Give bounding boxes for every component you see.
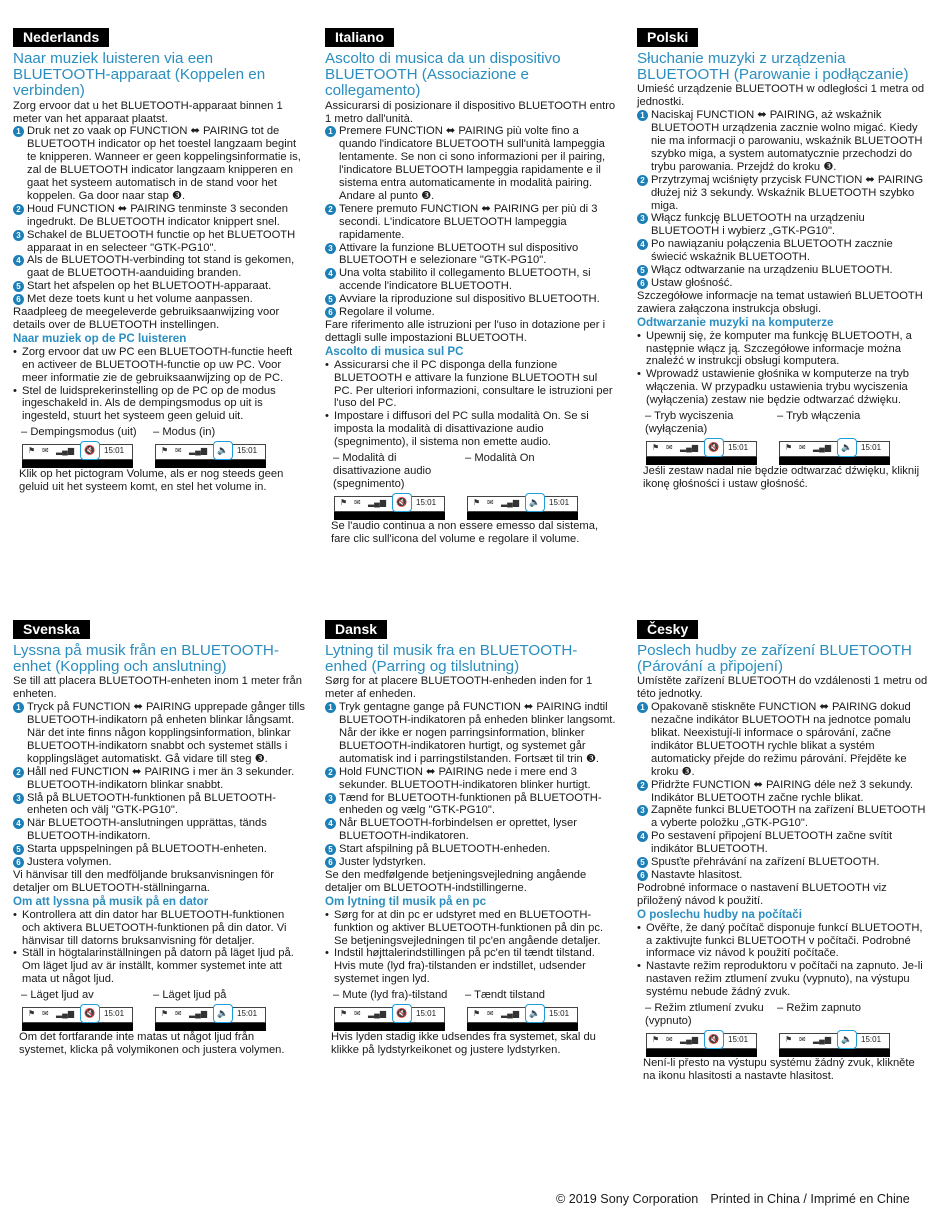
taskbar-base	[467, 1023, 578, 1031]
step-text: Schakel de BLUETOOTH functie op het BLUETOOTH apparaat in en selecteer "GTK-PG10".	[27, 228, 296, 254]
step-text: Regolare il volume.	[339, 306, 435, 319]
step-text: Håll ned FUNCTION ⬌ PAIRING i mer än 3 sekunder. BLUETOOTH-indikatorn blinkar snabbt.	[27, 765, 295, 791]
flag-icon: ⚑	[28, 1009, 36, 1019]
mode-labels	[13, 989, 305, 1002]
mail-icon: ✉	[666, 1034, 673, 1044]
mode-labels	[637, 410, 929, 436]
taskbar-tray-off	[646, 438, 757, 465]
step-text: Una volta stabilito il collegamento BLUETOOTH, si accende l'indicatore BLUETOOTH.	[339, 267, 591, 293]
clock-label: 15:01	[237, 1009, 258, 1019]
language-tag: Italiano	[325, 28, 394, 47]
step-text: Naciskaj FUNCTION ⬌ PAIRING, aż wskaźnik BLUETOOTH urządzenia zacznie wolno migać. Kiedy nie ma informacji o parowaniu, wskaźnik BLUETOOTH szybko miga, a system automatycznie przechodzi do trybu parowania. Przejdź do kroku ❸.	[651, 109, 923, 173]
step-item	[325, 125, 617, 202]
mode-on-label: – Modus (in)	[153, 426, 216, 439]
tray-illustrations	[13, 441, 305, 468]
intro-text: Se till att placera BLUETOOTH-enheten inom 1 meter från enheten.	[13, 675, 302, 701]
step-number-icon: 3	[13, 793, 24, 804]
volume-on-icon[interactable]: 🔈	[525, 493, 545, 512]
bullet-item: • Impostare i diffusori del PC sulla modalità On. Se si imposta la modalità di disattivazione audio (spegnimento), il sistema non emette audio.	[325, 410, 617, 449]
tray-illustrations	[13, 1004, 305, 1031]
step-item	[637, 856, 929, 869]
mail-icon: ✉	[175, 446, 182, 456]
signal-icon: ▂▄▆	[56, 446, 74, 456]
step-item	[13, 203, 305, 229]
mode-labels	[637, 1002, 929, 1028]
clock-label: 15:01	[237, 446, 258, 456]
flag-icon: ⚑	[28, 446, 36, 456]
mode-on-label: – Tændt tilstand	[465, 989, 546, 1002]
step-item	[637, 869, 929, 882]
mode-off-label: – Režim ztlumení zvuku (vypnuto)	[645, 1002, 764, 1027]
language-tag: Česky	[637, 620, 698, 639]
bullet-item: • Ověřte, že daný počítač disponuje funkcí BLUETOOTH, a zaktivujte funkci BLUETOOTH v počítači. Podrobné informace viz návod k použití počítače.	[637, 922, 929, 961]
volume-muted-icon[interactable]: 🔇	[80, 1004, 100, 1023]
taskbar-base	[155, 460, 266, 468]
step-item	[325, 293, 617, 306]
step-text: Als de BLUETOOTH-verbinding tot stand is gekomen, gaat de BLUETOOTH-aanduiding branden.	[27, 254, 295, 280]
taskbar-tray-on	[467, 493, 578, 520]
step-item	[637, 277, 929, 290]
step-text: Zapněte funkci BLUETOOTH na zařízení BLUETOOTH a vyberte položku „GTK-PG10".	[651, 804, 926, 830]
bullet-item: • Indstil højttalerindstillingen på pc'en til tændt tilstand. Hvis mute (lyd fra)-tilstanden er indstillet, udsender systemet ingen lyd.	[325, 947, 617, 986]
taskbar-base	[467, 512, 578, 520]
pc-subtitle: Odtwarzanie muzyki na komputerze	[637, 315, 834, 329]
after-text: Om det fortfarande inte matas ut något ljud från systemet, klicka på volymikonen och justera volymen.	[19, 1031, 285, 1056]
step-item	[13, 843, 305, 856]
step-text: Tenere premuto FUNCTION ⬌ PAIRING per più di 3 secondi. L'indicatore BLUETOOTH lampeggia rapidamente.	[339, 202, 598, 241]
step-text: Nastavte hlasitost.	[651, 869, 743, 881]
section-title: Ascolto di musica da un dispositivo BLUETOOTH (Associazione e collegamento)	[325, 50, 561, 100]
after-text: Jeśli zestaw nadal nie będzie odtwarzać dźwięku, kliknij ikonę głośności i ustaw głośność.	[643, 464, 920, 490]
section-title: Poslech hudby ze zařízení BLUETOOTH (Párování a připojení)	[637, 642, 912, 676]
flag-icon: ⚑	[785, 1034, 793, 1044]
step-text: Tænd for BLUETOOTH-funktionen på BLUETOOTH-enheden og vælg "GTK-PG10".	[339, 791, 602, 817]
taskbar-base	[779, 457, 890, 465]
taskbar-tray-off	[22, 441, 133, 468]
mode-off-label: – Läget ljud av	[21, 989, 94, 1002]
step-item	[637, 701, 929, 778]
step-text: Přidržte FUNCTION ⬌ PAIRING déle než 3 sekundy. Indikátor BLUETOOTH začne rychle blikat.	[651, 778, 913, 804]
signal-icon: ▂▄▆	[813, 442, 831, 452]
bullet-item: • Stel de luidsprekerinstelling op de PC op de modus ingeschakeld in. Als de dempingsmodus op uit is ingesteld, stuurt het systeem geen geluid uit.	[13, 385, 305, 424]
step-number-icon: 2	[325, 767, 336, 778]
step-item	[13, 766, 305, 792]
step-number-icon: 3	[325, 243, 336, 254]
step-number-icon: 6	[637, 870, 648, 881]
flag-icon: ⚑	[161, 446, 169, 456]
step-number-icon: 5	[13, 281, 24, 292]
step-item	[13, 701, 305, 766]
language-tag: Dansk	[325, 620, 387, 639]
step-number-icon: 1	[13, 702, 24, 713]
intro-text: Zorg ervoor dat u het BLUETOOTH-apparaat binnen 1 meter van het apparaat plaatst.	[13, 99, 283, 125]
step-item	[637, 804, 929, 830]
clock-label: 15:01	[549, 1009, 570, 1019]
mode-on-label: – Tryb włączenia	[777, 410, 861, 423]
step-text: Hold FUNCTION ⬌ PAIRING nede i mere end 3 sekunder. BLUETOOTH-indikatoren blinker hurtigt.	[339, 765, 591, 791]
pc-subtitle: Ascolto di musica sul PC	[325, 344, 464, 358]
section-title: Lytning til musik fra en BLUETOOTH-enhed (Parring og tilslutning)	[325, 642, 578, 676]
volume-on-icon[interactable]: 🔈	[213, 1004, 233, 1023]
signal-icon: ▂▄▆	[56, 1009, 74, 1019]
step-item	[13, 817, 305, 843]
clock-label: 15:01	[861, 442, 882, 452]
taskbar-tray-on	[155, 441, 266, 468]
taskbar-tray-off	[22, 1004, 133, 1031]
language-tag: Svenska	[13, 620, 90, 639]
step-number-icon: 4	[325, 268, 336, 279]
step-item	[325, 701, 617, 766]
taskbar-base	[779, 1049, 890, 1057]
volume-muted-icon[interactable]: 🔇	[392, 1004, 412, 1023]
step-number-icon: 6	[325, 307, 336, 318]
step-text: Houd FUNCTION ⬌ PAIRING tenminste 3 seconden ingedrukt. De BLUETOOTH indicator knippert snel.	[27, 202, 288, 228]
volume-on-icon[interactable]: 🔈	[213, 441, 233, 460]
step-item	[637, 212, 929, 238]
taskbar-tray-off	[646, 1030, 757, 1057]
step-text: När BLUETOOTH-anslutningen upprättas, tänds BLUETOOTH-indikatorn.	[27, 817, 267, 843]
mode-labels	[325, 452, 617, 491]
pc-subtitle: Om att lyssna på musik på en dator	[13, 894, 209, 908]
bullet-item: • Sørg for at din pc er udstyret med en BLUETOOTH-funktion og aktiver BLUETOOTH-funktionen på din pc. Se betjeningsvejledningen til pc'en angående detaljer.	[325, 909, 617, 948]
signal-icon: ▂▄▆	[501, 497, 519, 507]
section-2	[637, 28, 929, 491]
step-text: Met deze toets kunt u het volume aanpassen.	[27, 293, 253, 306]
step-item	[325, 203, 617, 242]
tray-illustrations	[637, 438, 929, 465]
taskbar-tray-off	[334, 493, 445, 520]
step-text: Justera volymen.	[27, 856, 112, 869]
step-item	[13, 856, 305, 869]
step-text: Po sestavení připojení BLUETOOTH začne svítit indikátor BLUETOOTH.	[651, 830, 893, 856]
section-4	[325, 620, 617, 1057]
step-item	[13, 293, 305, 306]
mode-labels	[13, 426, 305, 439]
bullet-item: • Wprowadź ustawienie głośnika w komputerze na tryb włączenia. W przypadku ustawienia trybu wyciszenia (wyłączenia) zestaw nie będzie odtwarzać dźwięku.	[637, 368, 929, 407]
taskbar-base	[334, 512, 445, 520]
signal-icon: ▂▄▆	[189, 446, 207, 456]
volume-muted-icon[interactable]: 🔇	[392, 493, 412, 512]
taskbar-tray-on	[779, 1030, 890, 1057]
bullet-item: • Nastavte režim reproduktoru v počítači na zapnuto. Je-li nastaven režim ztlumení zvuku (vypnuto), na výstupu systému nebude žádný zvuk.	[637, 960, 929, 999]
flag-icon: ⚑	[473, 1009, 481, 1019]
section-title: Naar muziek luisteren via een BLUETOOTH-apparaat (Koppelen en verbinden)	[13, 50, 266, 100]
section-0	[13, 28, 305, 494]
mode-on-label: – Läget ljud på	[153, 989, 227, 1002]
bullet-item: • Assicurarsi che il PC disponga della funzione BLUETOOTH e attivare la funzione BLUETOOTH sul PC. Per ulteriori informazioni, consultare le istruzioni per l'uso del PC.	[325, 359, 617, 411]
step-number-icon: 5	[13, 844, 24, 855]
clock-label: 15:01	[104, 1009, 125, 1019]
flag-icon: ⚑	[161, 1009, 169, 1019]
step-text: Włącz funkcję BLUETOOTH na urządzeniu BLUETOOTH i wybierz „GTK-PG10".	[651, 212, 865, 238]
step-item	[325, 242, 617, 268]
step-item	[637, 830, 929, 856]
step-number-icon: 6	[325, 857, 336, 868]
note-text: Se den medfølgende betjeningsvejledning angående detaljer om BLUETOOTH-indstillingerne.	[325, 869, 587, 894]
step-item	[637, 109, 929, 174]
step-number-icon: 6	[637, 278, 648, 289]
mode-off-label: – Modalità di disattivazione audio (spegnimento)	[333, 452, 432, 490]
clock-label: 15:01	[104, 446, 125, 456]
signal-icon: ▂▄▆	[368, 1009, 386, 1019]
tray-illustrations	[325, 1004, 617, 1031]
step-item	[325, 792, 617, 818]
flag-icon: ⚑	[785, 442, 793, 452]
tray-illustrations	[637, 1030, 929, 1057]
mail-icon: ✉	[42, 1009, 49, 1019]
after-text: Hvis lyden stadig ikke udsendes fra systemet, skal du klikke på lydstyrkeikonet og justere lydstyrken.	[331, 1031, 596, 1056]
step-number-icon: 4	[637, 239, 648, 250]
volume-muted-icon[interactable]: 🔇	[80, 441, 100, 460]
step-text: Druk net zo vaak op FUNCTION ⬌ PAIRING tot de BLUETOOTH indicator op het toestel langzaam begint te knipperen. Wanneer er geen koppelingsinformatie is, zal de BLUETOOTH indicator langzaam knipperen en gaat het systeem automatisch in de stand voor het koppelen. Ga door naar stap ❸.	[27, 125, 301, 202]
language-tag: Nederlands	[13, 28, 109, 47]
step-number-icon: 4	[13, 818, 24, 829]
bullet-item: • Ställ in högtalarinställningen på datorn på läget ljud på. Om läget ljud av är inställt, kommer systemet inte att mata ut något ljud.	[13, 947, 305, 986]
intro-text: Sørg for at placere BLUETOOTH-enheden inden for 1 meter af enheden.	[325, 675, 593, 701]
mode-off-label: – Tryb wyciszenia (wyłączenia)	[645, 410, 734, 435]
step-number-icon: 4	[325, 818, 336, 829]
step-item	[13, 792, 305, 818]
taskbar-tray-on	[779, 438, 890, 465]
language-tag: Polski	[637, 28, 698, 47]
step-text: Avviare la riproduzione sul dispositivo BLUETOOTH.	[339, 293, 600, 306]
step-number-icon: 1	[637, 110, 648, 121]
mode-labels	[325, 989, 617, 1002]
step-text: Attivare la funzione BLUETOOTH sul dispositivo BLUETOOTH e selezionare "GTK-PG10".	[339, 241, 579, 267]
note-text: Fare riferimento alle istruzioni per l'uso in dotazione per i dettagli sulle impostazioni BLUETOOTH.	[325, 319, 606, 344]
step-number-icon: 2	[637, 780, 648, 791]
step-number-icon: 6	[13, 857, 24, 868]
mail-icon: ✉	[42, 446, 49, 456]
note-text: Szczegółowe informacje na temat ustawień BLUETOOTH zawiera załączona instrukcja obsługi.	[637, 289, 923, 315]
pc-subtitle: O poslechu hudby na počítači	[637, 907, 802, 921]
step-item	[13, 280, 305, 293]
note-text: Raadpleeg de meegeleverde gebruiksaanwijzing voor details over de BLUETOOTH instellingen.	[13, 306, 280, 332]
section-5	[637, 620, 929, 1083]
mode-on-label: – Režim zapnuto	[777, 1002, 861, 1015]
printed-in: Printed in China / Imprimé en Chine	[710, 1192, 910, 1206]
step-item	[637, 238, 929, 264]
step-item	[13, 229, 305, 255]
step-text: Ustaw głośność.	[651, 277, 733, 289]
flag-icon: ⚑	[652, 1034, 660, 1044]
step-item	[325, 267, 617, 293]
pc-subtitle: Om lytning til musik på en pc	[325, 894, 487, 908]
taskbar-base	[22, 1023, 133, 1031]
clock-label: 15:01	[416, 497, 437, 507]
step-number-icon: 5	[637, 857, 648, 868]
section-3	[13, 620, 305, 1057]
step-text: Po nawiązaniu połączenia BLUETOOTH zacznie świecić wskaźnik BLUETOOTH.	[651, 238, 893, 264]
step-item	[325, 306, 617, 319]
flag-icon: ⚑	[473, 497, 481, 507]
step-text: Slå på BLUETOOTH-funktionen på BLUETOOTH-enheten och välj "GTK-PG10".	[27, 791, 276, 817]
flag-icon: ⚑	[340, 1009, 348, 1019]
taskbar-tray-on	[467, 1004, 578, 1031]
step-number-icon: 2	[13, 204, 24, 215]
step-item	[637, 174, 929, 213]
step-text: Juster lydstyrken.	[339, 856, 427, 869]
step-number-icon: 5	[325, 294, 336, 305]
flag-icon: ⚑	[652, 442, 660, 452]
taskbar-base	[646, 1049, 757, 1057]
step-number-icon: 3	[13, 230, 24, 241]
step-item	[637, 264, 929, 277]
step-number-icon: 2	[637, 175, 648, 186]
step-item	[325, 766, 617, 792]
taskbar-base	[22, 460, 133, 468]
footer	[556, 1191, 922, 1207]
after-text: Se l'audio continua a non essere emesso dal sistema, fare clic sull'icona del volume e regolare il volume.	[331, 519, 599, 545]
step-number-icon: 1	[13, 126, 24, 137]
step-number-icon: 1	[325, 702, 336, 713]
clock-label: 15:01	[416, 1009, 437, 1019]
clock-label: 15:01	[728, 1034, 749, 1044]
step-text: Opakovaně stiskněte FUNCTION ⬌ PAIRING dokud nezačne indikátor BLUETOOTH na jednotce pomalu blikat. Neexistují-li informace o spárování, začne indikátor BLUETOOTH rychle blikat a systém automaticky přejde do režimu párování. Přejděte ke kroku ❸.	[651, 701, 911, 778]
step-number-icon: 4	[13, 255, 24, 266]
step-text: Tryk gentagne gange på FUNCTION ⬌ PAIRING indtil BLUETOOTH-indikatoren på enheden blinker langsomt. Når der ikke er nogen parringsinformation, blinker BLUETOOTH-indikatoren hurtigt, og systemet går automatisk ind i parringstilstanden. Fortsæt til trin ❸.	[339, 701, 616, 765]
section-title: Słuchanie muzyki z urządzenia BLUETOOTH (Parowanie i podłączanie)	[637, 50, 909, 84]
step-item	[637, 779, 929, 805]
flag-icon: ⚑	[340, 497, 348, 507]
volume-on-icon[interactable]: 🔈	[837, 438, 857, 457]
intro-text: Assicurarsi di posizionare il dispositivo BLUETOOTH entro 1 metro dall'unità.	[325, 99, 616, 125]
mode-off-label: – Dempingsmodus (uit)	[21, 426, 137, 439]
after-text: Klik op het pictogram Volume, als er nog steeds geen geluid uit het systeem komt, en stel het volume in.	[19, 468, 284, 494]
step-text: Spusťte přehrávání na zařízení BLUETOOTH.	[651, 856, 880, 869]
intro-text: Umístěte zařízení BLUETOOTH do vzdálenosti 1 metru od této jednotky.	[637, 675, 928, 701]
mail-icon: ✉	[487, 497, 494, 507]
step-number-icon: 3	[637, 213, 648, 224]
step-number-icon: 2	[325, 204, 336, 215]
step-text: Premere FUNCTION ⬌ PAIRING più volte fino a quando l'indicatore BLUETOOTH sull'unità lampeggia lentamente. Se non ci sono informazioni per il pairing, l'indicatore BLUETOOTH lampeggia rapidamente e il sistema entra automaticamente in modalità pairing. Andare al punto ❸.	[339, 125, 606, 202]
step-number-icon: 3	[325, 793, 336, 804]
signal-icon: ▂▄▆	[189, 1009, 207, 1019]
step-number-icon: 5	[325, 844, 336, 855]
step-text: Przytrzymaj wciśnięty przycisk FUNCTION ⬌ PAIRING dłużej niż 3 sekundy. Wskaźnik BLUETOOTH szybko miga.	[651, 173, 924, 212]
clock-label: 15:01	[728, 442, 749, 452]
step-item	[325, 843, 617, 856]
step-text: Starta uppspelningen på BLUETOOTH-enheten.	[27, 843, 267, 856]
volume-on-icon[interactable]: 🔈	[525, 1004, 545, 1023]
signal-icon: ▂▄▆	[680, 1034, 698, 1044]
bullet-item: • Upewnij się, że komputer ma funkcję BLUETOOTH, a następnie włącz ją. Szczegółowe informacje można znaleźć w instrukcji obsługi komputera.	[637, 330, 929, 369]
volume-muted-icon[interactable]: 🔇	[704, 1030, 724, 1049]
step-number-icon: 1	[637, 702, 648, 713]
mode-off-label: – Mute (lyd fra)-tilstand	[333, 989, 448, 1002]
signal-icon: ▂▄▆	[813, 1034, 831, 1044]
step-item	[13, 254, 305, 280]
bullet-item: • Kontrollera att din dator har BLUETOOTH-funktionen och aktivera BLUETOOTH-funktionen på din dator. Vi hänvisar till datorns bruksanvisning för detaljer.	[13, 909, 305, 948]
mode-on-label: – Modalità On	[465, 452, 535, 465]
taskbar-tray-off	[334, 1004, 445, 1031]
note-text: Vi hänvisar till den medföljande bruksanvisningen för detaljer om BLUETOOTH-ställningarna.	[13, 869, 274, 894]
step-text: Włącz odtwarzanie na urządzeniu BLUETOOTH.	[651, 264, 893, 277]
after-text: Není-li přesto na výstupu systému žádný zvuk, klikněte na ikonu hlasitosti a nastavte hlasitost.	[643, 1056, 915, 1082]
step-number-icon: 4	[637, 831, 648, 842]
step-number-icon: 6	[13, 294, 24, 305]
step-text: Tryck på FUNCTION ⬌ PAIRING upprepade gånger tills BLUETOOTH-indikatorn på enheten blinkar långsamt. När det inte finns någon kopplingsinformation, blinkar BLUETOOTH-indikatorn snabbt och systemet ställs i kopplingsläget automatiskt. Gå vidare till steg ❸.	[27, 701, 305, 765]
mail-icon: ✉	[799, 1034, 806, 1044]
step-number-icon: 2	[13, 767, 24, 778]
mail-icon: ✉	[799, 442, 806, 452]
intro-text: Umieść urządzenie BLUETOOTH w odległości 1 metra od jednostki.	[637, 83, 925, 109]
taskbar-tray-on	[155, 1004, 266, 1031]
copyright: © 2019 Sony Corporation	[556, 1192, 699, 1206]
mail-icon: ✉	[666, 442, 673, 452]
tray-illustrations	[325, 493, 617, 520]
mail-icon: ✉	[175, 1009, 182, 1019]
clock-label: 15:01	[861, 1034, 882, 1044]
step-text: Når BLUETOOTH-forbindelsen er oprettet, lyser BLUETOOTH-indikatoren.	[339, 817, 577, 843]
volume-muted-icon[interactable]: 🔇	[704, 438, 724, 457]
taskbar-base	[334, 1023, 445, 1031]
signal-icon: ▂▄▆	[501, 1009, 519, 1019]
clock-label: 15:01	[549, 497, 570, 507]
mail-icon: ✉	[487, 1009, 494, 1019]
step-item	[325, 856, 617, 869]
pc-subtitle: Naar muziek op de PC luisteren	[13, 331, 187, 345]
step-item	[13, 125, 305, 202]
signal-icon: ▂▄▆	[680, 442, 698, 452]
taskbar-base	[646, 457, 757, 465]
step-number-icon: 5	[637, 265, 648, 276]
section-title: Lyssna på musik från en BLUETOOTH-enhet (Koppling och anslutning)	[13, 642, 279, 676]
step-number-icon: 1	[325, 126, 336, 137]
step-item	[325, 817, 617, 843]
mail-icon: ✉	[354, 497, 361, 507]
mail-icon: ✉	[354, 1009, 361, 1019]
note-text: Podrobné informace o nastavení BLUETOOTH viz přiložený návod k použití.	[637, 881, 887, 907]
step-number-icon: 3	[637, 805, 648, 816]
step-text: Start afspilning på BLUETOOTH-enheden.	[339, 843, 551, 856]
signal-icon: ▂▄▆	[368, 497, 386, 507]
volume-on-icon[interactable]: 🔈	[837, 1030, 857, 1049]
bullet-item: • Zorg ervoor dat uw PC een BLUETOOTH-functie heeft en activeer de BLUETOOTH-functie op uw PC. Voor meer informatie zie de gebruiksaanwijzing op de PC.	[13, 346, 305, 385]
step-text: Start het afspelen op het BLUETOOTH-apparaat.	[27, 280, 272, 293]
taskbar-base	[155, 1023, 266, 1031]
section-1	[325, 28, 617, 546]
